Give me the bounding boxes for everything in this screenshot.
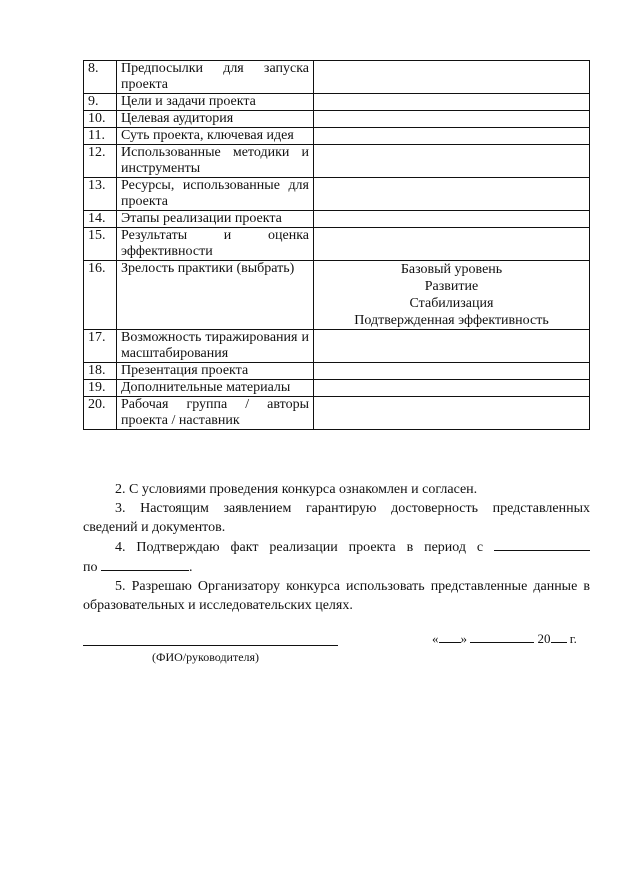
row-number: 11. bbox=[84, 128, 117, 145]
paragraph-period bbox=[83, 537, 590, 557]
period-start-field[interactable] bbox=[494, 537, 590, 551]
date-day-field[interactable] bbox=[439, 630, 461, 643]
row-value-cell[interactable] bbox=[314, 128, 590, 145]
table-row bbox=[84, 330, 590, 363]
maturity-option-development[interactable]: Развитие bbox=[424, 279, 479, 294]
period-po-text: по bbox=[83, 560, 98, 575]
row-value-cell[interactable] bbox=[314, 363, 590, 380]
date-quote-close: » bbox=[460, 631, 467, 646]
maturity-option-basic[interactable]: Базовый уровень bbox=[400, 262, 503, 277]
row-value-cell[interactable] bbox=[314, 228, 590, 261]
row-value-cell[interactable] bbox=[314, 397, 590, 430]
date-quote-open: « bbox=[432, 631, 439, 646]
row-number: 15. bbox=[84, 228, 117, 261]
row-value-cell[interactable] bbox=[314, 211, 590, 228]
row-number: 18. bbox=[84, 363, 117, 380]
paragraph-terms-agreement: 2. С условиями проведения конкурса ознакомлен и согласен. bbox=[115, 482, 478, 497]
row-label: Дополнительные материалы bbox=[117, 380, 314, 397]
row-number: 19. bbox=[84, 380, 117, 397]
row-number: 8. bbox=[84, 61, 117, 94]
row-label: Суть проекта, ключевая идея bbox=[117, 128, 314, 145]
row-value-cell[interactable] bbox=[314, 178, 590, 211]
date-year-field[interactable] bbox=[551, 630, 567, 643]
table-row bbox=[84, 261, 590, 330]
table-row bbox=[84, 228, 590, 261]
paragraph-period-end bbox=[83, 557, 590, 577]
row-label: Ресурсы, использованные для проекта bbox=[117, 178, 314, 211]
table-row bbox=[84, 145, 590, 178]
row-number: 17. bbox=[84, 330, 117, 363]
row-label: Предпосылки для запуска проекта bbox=[117, 61, 314, 94]
paragraph-authenticity: 3. Настоящим заявлением гарантирую достоверность представленных сведений и документов. bbox=[83, 501, 590, 535]
row-label: Результаты и оценка эффективности bbox=[117, 228, 314, 261]
date-month-field[interactable] bbox=[470, 630, 534, 643]
project-info-table bbox=[83, 60, 590, 430]
row-label: Зрелость практики (выбрать) bbox=[117, 261, 314, 330]
table-row bbox=[84, 178, 590, 211]
date-year-prefix: 20 bbox=[537, 631, 551, 646]
row-label: Презентация проекта bbox=[117, 363, 314, 380]
table-row bbox=[84, 211, 590, 228]
row-number: 14. bbox=[84, 211, 117, 228]
row-label: Цели и задачи проекта bbox=[117, 94, 314, 111]
table-row bbox=[84, 111, 590, 128]
maturity-option-confirmed[interactable]: Подтвержденная эффективность bbox=[354, 313, 549, 328]
row-label: Возможность тиражирования и масштабирования bbox=[117, 330, 314, 363]
period-end-dot: . bbox=[189, 560, 193, 575]
row-number: 12. bbox=[84, 145, 117, 178]
row-number: 10. bbox=[84, 111, 117, 128]
maturity-options bbox=[314, 261, 590, 330]
row-value-cell[interactable] bbox=[314, 145, 590, 178]
row-label: Этапы реализации проекта bbox=[117, 211, 314, 228]
table-row bbox=[84, 128, 590, 145]
period-text: 4. Подтверждаю факт реализации проекта в период с bbox=[115, 540, 484, 555]
table-row bbox=[84, 61, 590, 94]
row-number: 20. bbox=[84, 397, 117, 430]
row-value-cell[interactable] bbox=[314, 330, 590, 363]
table-row bbox=[84, 397, 590, 430]
signature-caption: (ФИО/руководителя) bbox=[152, 650, 260, 664]
row-number: 9. bbox=[84, 94, 117, 111]
row-value-cell[interactable] bbox=[314, 61, 590, 94]
maturity-option-stabilization[interactable]: Стабилизация bbox=[409, 296, 494, 311]
row-number: 16. bbox=[84, 261, 117, 330]
table-row bbox=[84, 380, 590, 397]
table-row bbox=[84, 94, 590, 111]
paragraph-data-permission: 5. Разрешаю Организатору конкурса использовать представленные данные в образовательных и исследовательских целях. bbox=[83, 579, 590, 613]
table-row bbox=[84, 363, 590, 380]
date-year-suffix: г. bbox=[569, 631, 577, 646]
row-label: Целевая аудитория bbox=[117, 111, 314, 128]
row-label: Использованные методики и инструменты bbox=[117, 145, 314, 178]
date-field bbox=[432, 630, 577, 647]
statement-paragraphs bbox=[83, 480, 590, 615]
signature-line[interactable] bbox=[83, 645, 338, 646]
row-value-cell[interactable] bbox=[314, 380, 590, 397]
row-label: Рабочая группа / авторы проекта / наставник bbox=[117, 397, 314, 430]
row-value-cell[interactable] bbox=[314, 94, 590, 111]
row-value-cell[interactable] bbox=[314, 111, 590, 128]
row-number: 13. bbox=[84, 178, 117, 211]
period-end-field[interactable] bbox=[101, 557, 189, 571]
